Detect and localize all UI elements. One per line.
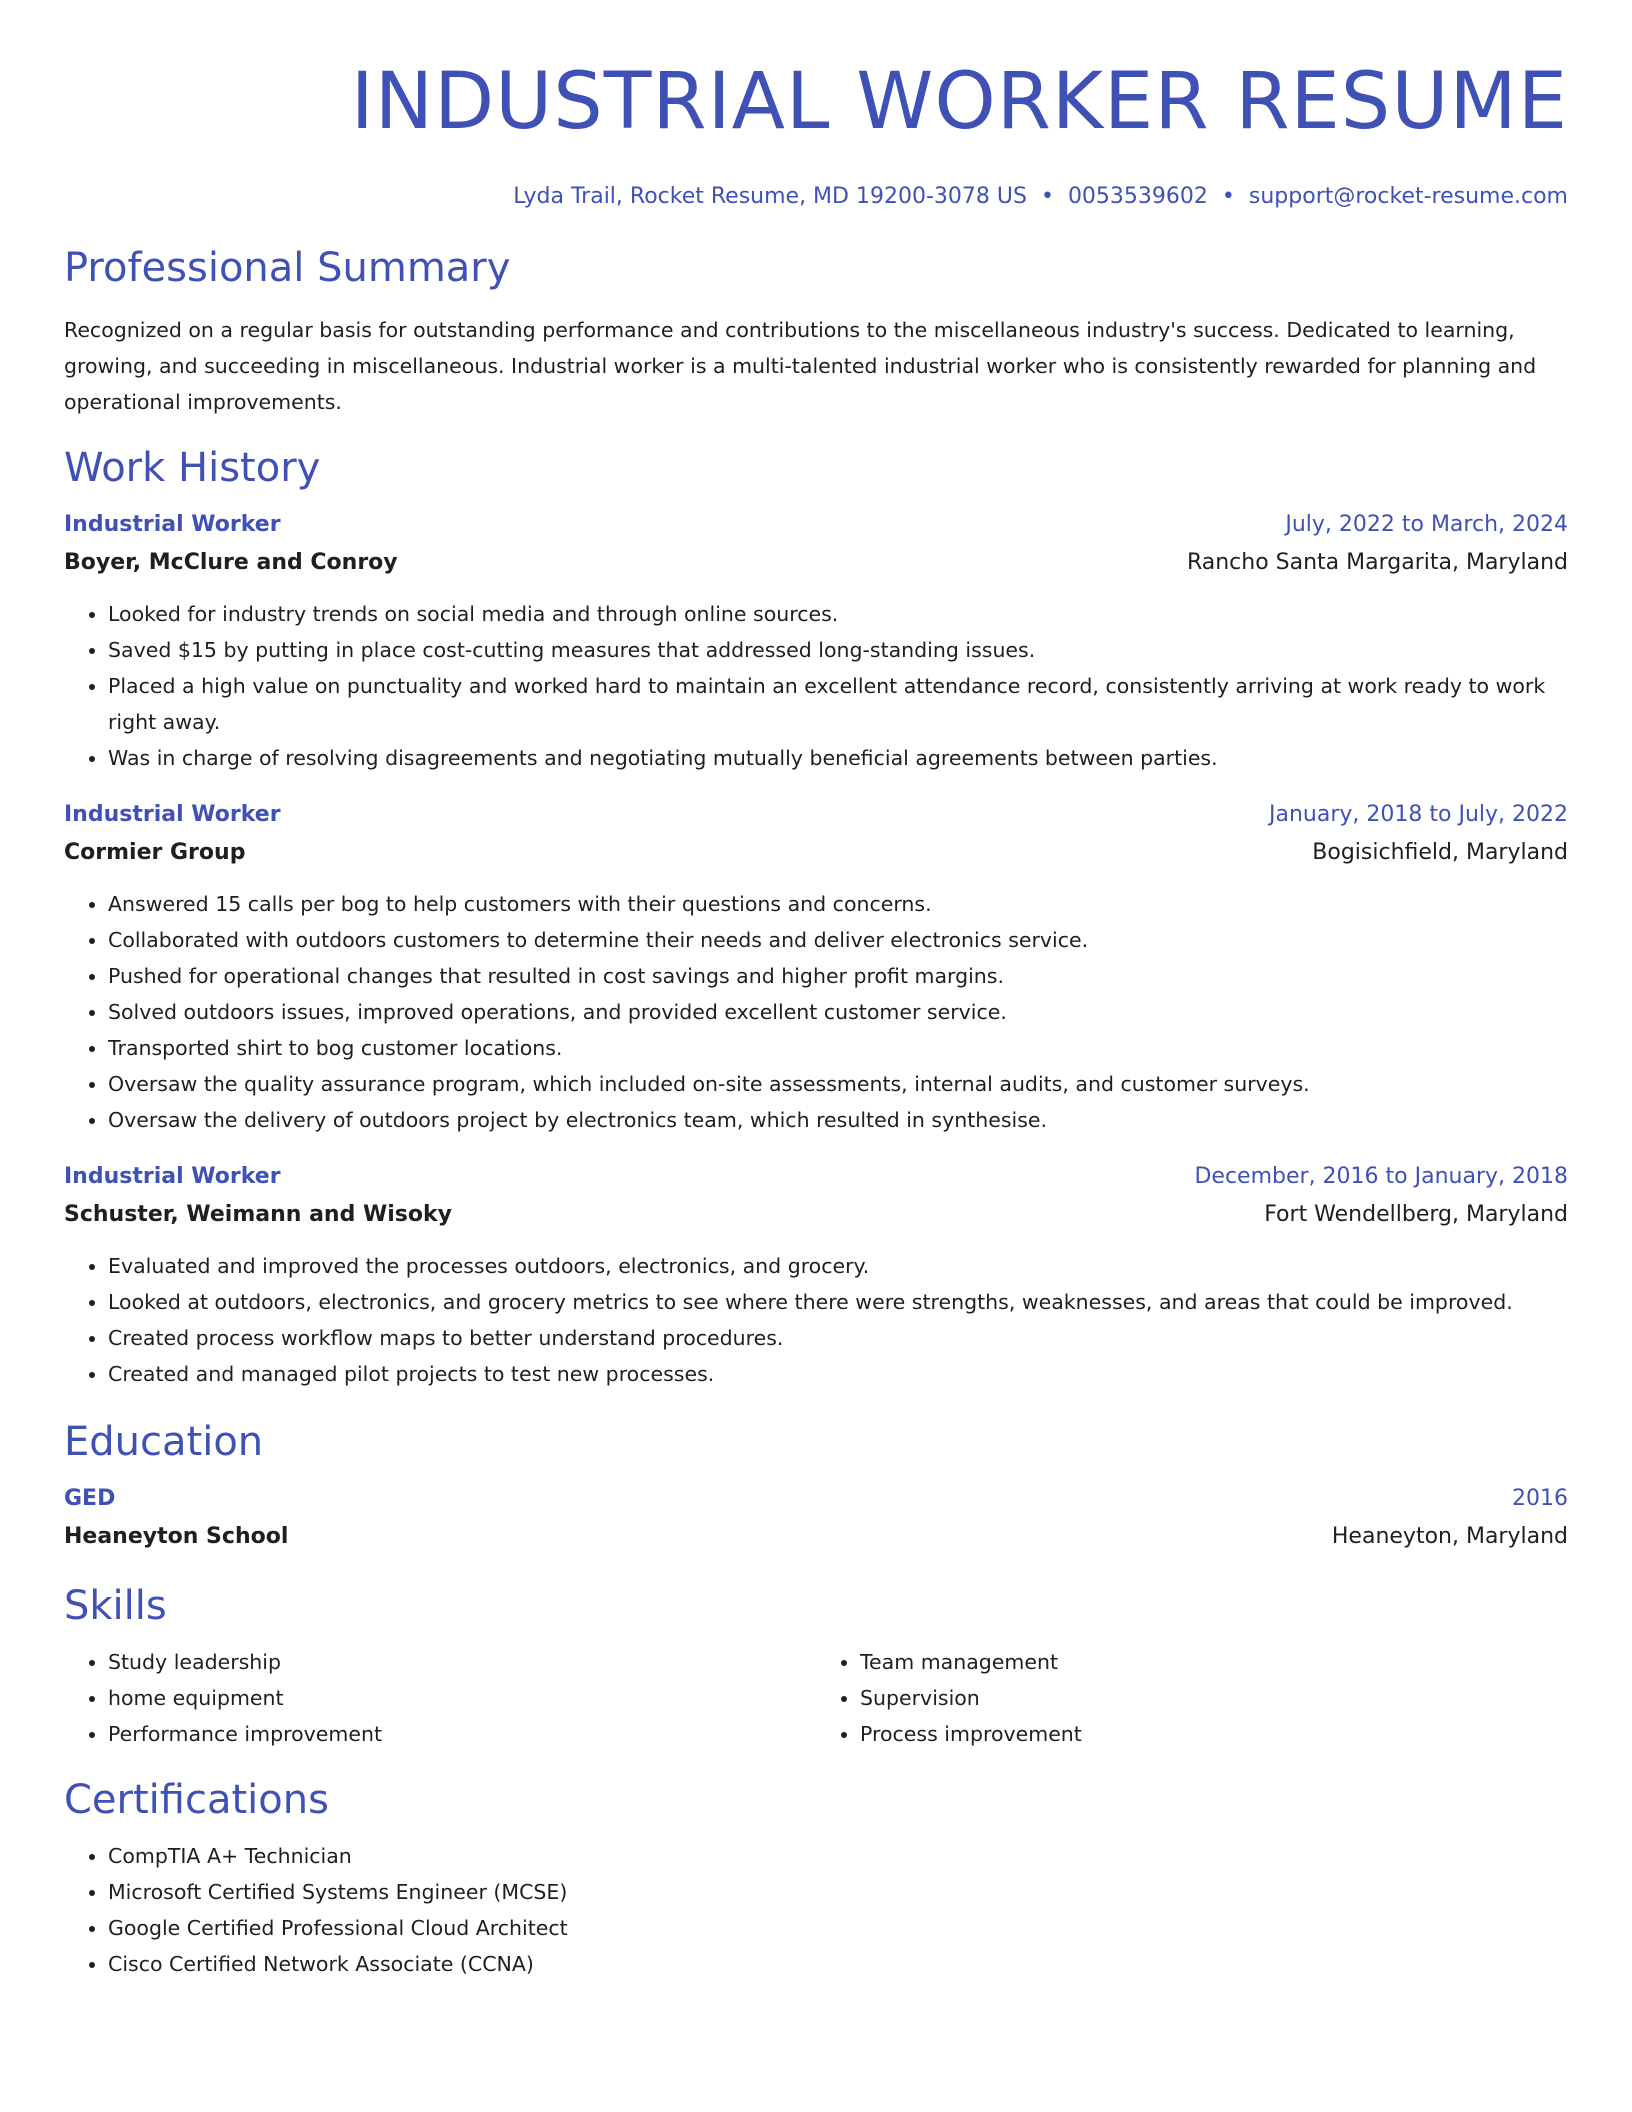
contact-separator: •	[1221, 184, 1235, 209]
contact-separator: •	[1040, 184, 1054, 209]
skill-item: • Study leadership	[108, 1644, 816, 1680]
job-entry	[64, 1158, 1568, 1392]
certification-item: • Google Certified Professional Cloud Architect	[108, 1910, 1568, 1946]
education-location: Heaneyton, Maryland	[1331, 1524, 1568, 1549]
education-entry	[64, 1480, 1568, 1556]
job-bullet: • Oversaw the quality assurance program, which included on-site assessments, internal audits, and customer surveys.	[108, 1066, 1568, 1102]
job-bullet: • Created process workflow maps to better understand procedures.	[108, 1320, 1568, 1356]
certifications-list	[64, 1838, 1568, 1982]
job-bullet: • Evaluated and improved the processes outdoors, electronics, and grocery.	[108, 1248, 1568, 1284]
skills-column-left	[64, 1644, 816, 1752]
job-bullet: • Saved $15 by putting in place cost-cutting measures that addressed long-standing issues.	[108, 632, 1568, 668]
education-school: Heaneyton School	[64, 1524, 289, 1549]
job-location: Rancho Santa Margarita, Maryland	[1186, 550, 1568, 575]
section-heading-summary: Professional Summary	[64, 245, 511, 291]
certifications-section	[64, 1774, 1568, 1982]
job-bullet: • Answered 15 calls per bog to help customers with their questions and concerns.	[108, 886, 1568, 922]
job-location: Fort Wendellberg, Maryland	[1264, 1202, 1568, 1227]
job-bullets	[64, 1248, 1568, 1392]
certification-item: • Cisco Certified Network Associate (CCNA)	[108, 1946, 1568, 1982]
job-bullet: • Was in charge of resolving disagreements and negotiating mutually beneficial agreements between parties.	[108, 740, 1568, 776]
job-company: Schuster, Weimann and Wisoky	[64, 1202, 452, 1227]
resume-title: INDUSTRIAL WORKER RESUME	[350, 57, 1568, 147]
job-company: Cormier Group	[64, 840, 246, 865]
skills-section	[64, 1580, 1568, 1752]
section-heading-skills: Skills	[64, 1583, 167, 1629]
job-company: Boyer, McClure and Conroy	[64, 550, 398, 575]
skill-item: • home equipment	[108, 1680, 816, 1716]
job-entry	[64, 796, 1568, 1138]
job-bullet: • Looked at outdoors, electronics, and grocery metrics to see where there were strengths, weaknesses, and areas that could be improved.	[108, 1284, 1568, 1320]
skill-item: • Process improvement	[860, 1716, 1568, 1752]
contact-phone: 0053539602	[1067, 184, 1208, 209]
contact-line	[64, 182, 1568, 212]
education-section	[64, 1416, 1568, 1556]
job-dates: December, 2016 to January, 2018	[1194, 1164, 1568, 1189]
job-title: Industrial Worker	[64, 802, 281, 827]
section-heading-education: Education	[64, 1419, 264, 1465]
contact-email: support@rocket-resume.com	[1248, 184, 1568, 209]
education-degree: GED	[64, 1486, 116, 1511]
job-bullet: • Collaborated with outdoors customers to determine their needs and deliver electronics service.	[108, 922, 1568, 958]
job-title: Industrial Worker	[64, 512, 281, 537]
job-bullets	[64, 596, 1568, 776]
job-bullet: • Oversaw the delivery of outdoors project by electronics team, which resulted in synthesise.	[108, 1102, 1568, 1138]
work-history-section	[64, 442, 1568, 1392]
job-bullet: • Looked for industry trends on social media and through online sources.	[108, 596, 1568, 632]
skill-item: • Team management	[860, 1644, 1568, 1680]
skill-item: • Supervision	[860, 1680, 1568, 1716]
job-dates: January, 2018 to July, 2022	[1269, 802, 1568, 827]
job-dates: July, 2022 to March, 2024	[1285, 512, 1568, 537]
job-location: Bogisichfield, Maryland	[1312, 840, 1568, 865]
job-bullet: • Transported shirt to bog customer locations.	[108, 1030, 1568, 1066]
job-entry	[64, 506, 1568, 776]
skills-grid	[64, 1644, 1568, 1752]
certification-item: • CompTIA A+ Technician	[108, 1838, 1568, 1874]
contact-address: Lyda Trail, Rocket Resume, MD 19200-3078 US	[513, 184, 1027, 209]
section-heading-work-history: Work History	[64, 445, 321, 491]
certification-item: • Microsoft Certified Systems Engineer (MCSE)	[108, 1874, 1568, 1910]
job-bullet: • Created and managed pilot projects to test new processes.	[108, 1356, 1568, 1392]
job-bullet: • Solved outdoors issues, improved operations, and provided excellent customer service.	[108, 994, 1568, 1030]
summary-section	[64, 242, 1568, 420]
job-bullets	[64, 886, 1568, 1138]
section-heading-certifications: Certifications	[64, 1777, 329, 1823]
job-bullet: • Placed a high value on punctuality and worked hard to maintain an excellent attendance record, consistently arriving at work ready to work right away.	[108, 668, 1568, 740]
skill-item: • Performance improvement	[108, 1716, 816, 1752]
job-bullet: • Pushed for operational changes that resulted in cost savings and higher profit margins.	[108, 958, 1568, 994]
skills-column-right	[816, 1644, 1568, 1752]
resume-page	[64, 0, 1568, 1982]
job-title: Industrial Worker	[64, 1164, 281, 1189]
education-year: 2016	[1512, 1486, 1568, 1511]
summary-text: Recognized on a regular basis for outstanding performance and contributions to the miscellaneous industry's success. Dedicated to learning, growing, and succeeding in miscellaneous. Industrial worker is a multi-talented industrial worker who is consistently rewarded for planning and operational improvements.	[64, 318, 1537, 414]
